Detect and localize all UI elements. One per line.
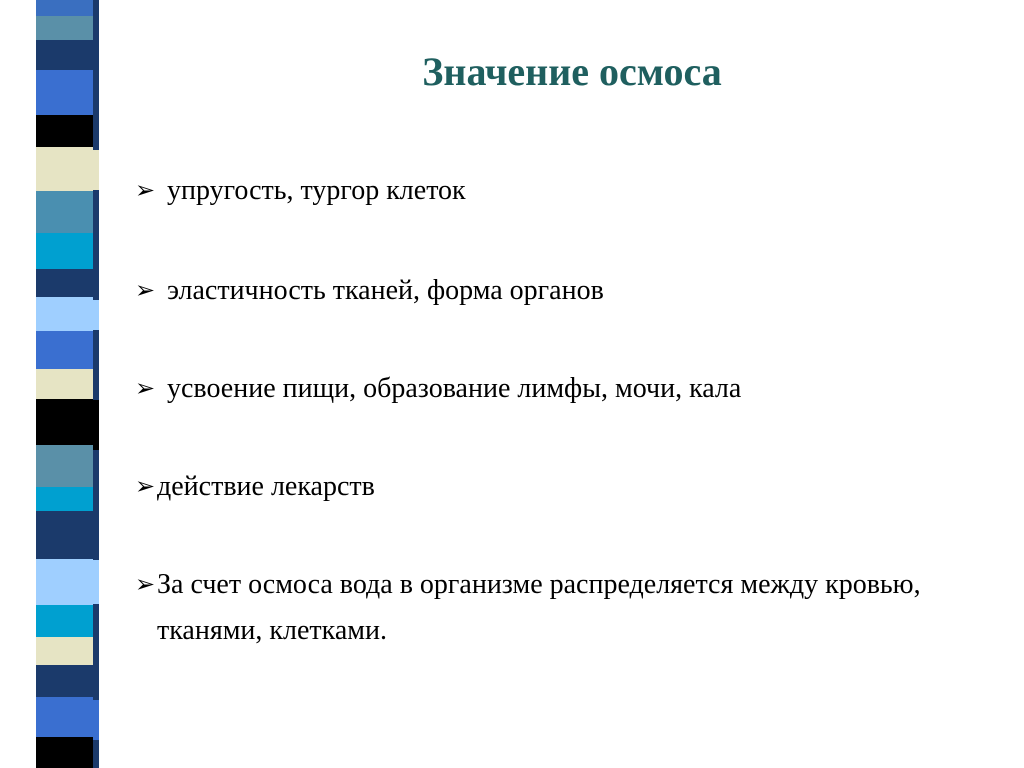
bullet-text: упругость, тургор клеток xyxy=(167,175,466,206)
bullet-item xyxy=(135,366,995,412)
decorative-stripe-strip xyxy=(0,0,118,768)
stripe-pattern xyxy=(0,0,118,768)
bullet-item xyxy=(135,562,995,654)
bullet-item xyxy=(135,168,995,214)
bullet-text: усвоение пищи, образование лимфы, мочи, кала xyxy=(167,373,742,404)
bullet-text: эластичность тканей, форма органов xyxy=(167,275,604,306)
arrowhead-icon: ➢ xyxy=(135,278,156,304)
bullet-item xyxy=(135,268,995,314)
bullet-text: За счет осмоса вода в организме распределяется между кровью, тканями, клетками. xyxy=(157,569,921,646)
bullet-text: действие лекарств xyxy=(157,471,375,502)
bullet-item xyxy=(135,464,995,510)
arrowhead-icon: ➢ xyxy=(135,474,156,500)
arrowhead-icon: ➢ xyxy=(135,376,156,402)
slide-title: Значение осмоса xyxy=(422,49,722,94)
arrowhead-icon: ➢ xyxy=(135,572,156,598)
arrowhead-icon: ➢ xyxy=(135,178,156,204)
